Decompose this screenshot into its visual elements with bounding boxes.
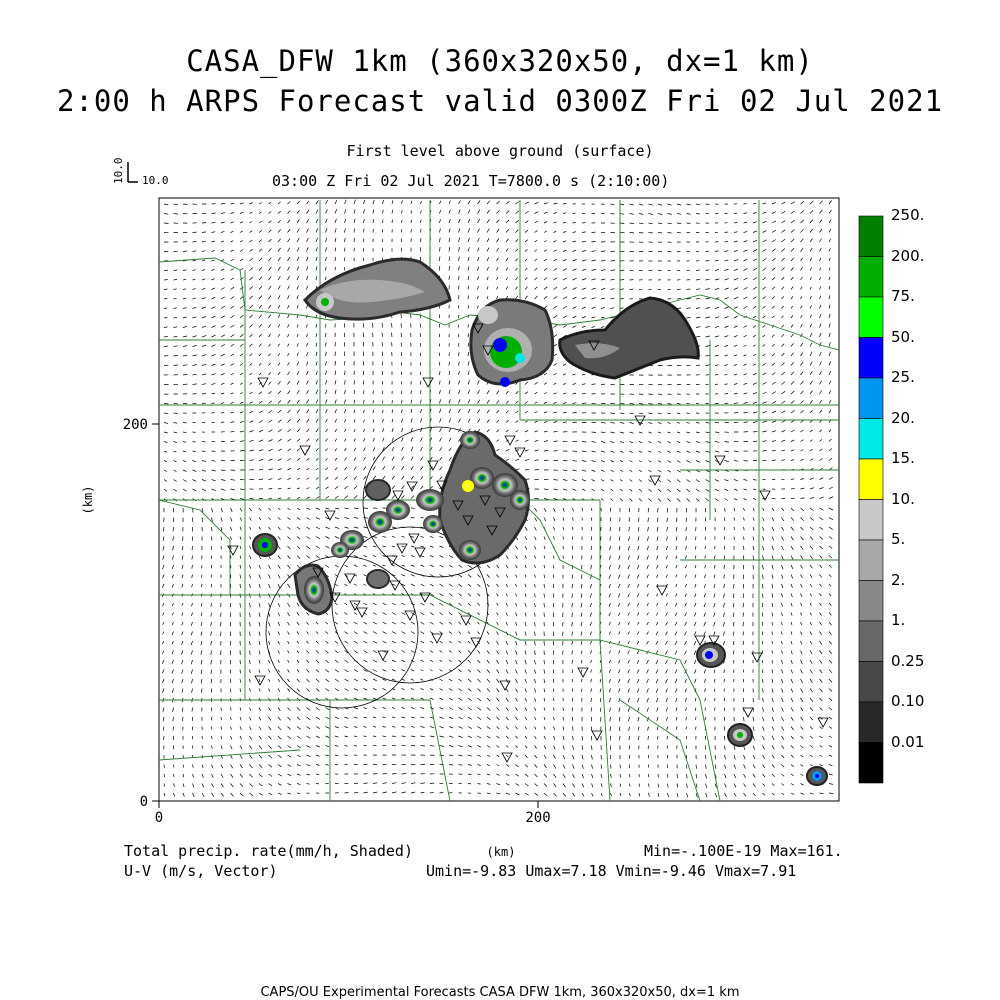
colorbar-swatch bbox=[859, 500, 883, 541]
x-tick-0: 0 bbox=[154, 810, 164, 826]
colorbar-swatch bbox=[859, 621, 883, 662]
y-tick-200: 200 bbox=[122, 417, 148, 433]
vector-reference-horizontal-label: 10.0 bbox=[142, 174, 169, 187]
vector-reference-vertical-label: 10.0 bbox=[112, 157, 125, 184]
x-axis-unit: (km) bbox=[486, 845, 516, 859]
title-line-2: 2:00 h ARPS Forecast valid 0300Z Fri 02 Jul 2021 bbox=[56, 84, 944, 118]
title-line-1: CASA_DFW 1km (360x320x50, dx=1 km) bbox=[186, 44, 814, 78]
colorbar-swatch bbox=[859, 378, 883, 419]
colorbar-label: 1. bbox=[891, 611, 906, 629]
subtitle-level: First level above ground (surface) bbox=[346, 142, 654, 160]
colorbar-label: 75. bbox=[891, 287, 915, 305]
footer-uv-range: Umin=-9.83 Umax=7.18 Vmin=-9.46 Vmax=7.91 bbox=[426, 862, 797, 880]
colorbar-swatch bbox=[859, 581, 883, 622]
colorbar-swatch bbox=[859, 743, 883, 784]
colorbar-label: 15. bbox=[891, 449, 915, 467]
footer-min-max: Min=-.100E-19 Max=161. bbox=[644, 842, 843, 860]
colorbar-label: 2. bbox=[891, 570, 906, 589]
colorbar-swatch bbox=[859, 257, 883, 298]
colorbar-swatch bbox=[859, 702, 883, 743]
colorbar-label: 5. bbox=[891, 530, 906, 548]
colorbar-label: 0.10 bbox=[891, 692, 925, 710]
vector-reference bbox=[104, 156, 184, 188]
colorbar-swatch bbox=[859, 662, 883, 703]
colorbar-label: 200. bbox=[891, 246, 925, 265]
colorbar bbox=[859, 216, 883, 783]
colorbar-swatch bbox=[859, 419, 883, 460]
colorbar-swatch bbox=[859, 338, 883, 379]
colorbar-label: 0.25 bbox=[891, 651, 925, 670]
colorbar-swatch bbox=[859, 540, 883, 581]
x-tick-200: 200 bbox=[525, 810, 551, 826]
footer-precip-label: Total precip. rate(mm/h, Shaded) bbox=[124, 842, 413, 860]
y-tick-0: 0 bbox=[139, 794, 148, 810]
credit-line: CAPS/OU Experimental Forecasts CASA DFW 1km, 360x320x50, dx=1 km bbox=[260, 985, 740, 1000]
colorbar-label: 50. bbox=[891, 327, 915, 346]
colorbar-label: 20. bbox=[891, 408, 915, 427]
colorbar-label: 10. bbox=[891, 489, 915, 508]
colorbar-label: 25. bbox=[891, 368, 915, 386]
colorbar-swatch bbox=[859, 216, 883, 257]
colorbar-label: 250. bbox=[891, 206, 925, 224]
colorbar-swatch bbox=[859, 459, 883, 500]
footer-vector-label: U-V (m/s, Vector) bbox=[124, 862, 278, 880]
y-axis-unit: (km) bbox=[81, 485, 95, 515]
colorbar-label: 0.01 bbox=[891, 732, 925, 751]
subtitle-valid-time: 03:00 Z Fri 02 Jul 2021 T=7800.0 s (2:10:00) bbox=[272, 172, 670, 190]
colorbar-swatch bbox=[859, 297, 883, 338]
